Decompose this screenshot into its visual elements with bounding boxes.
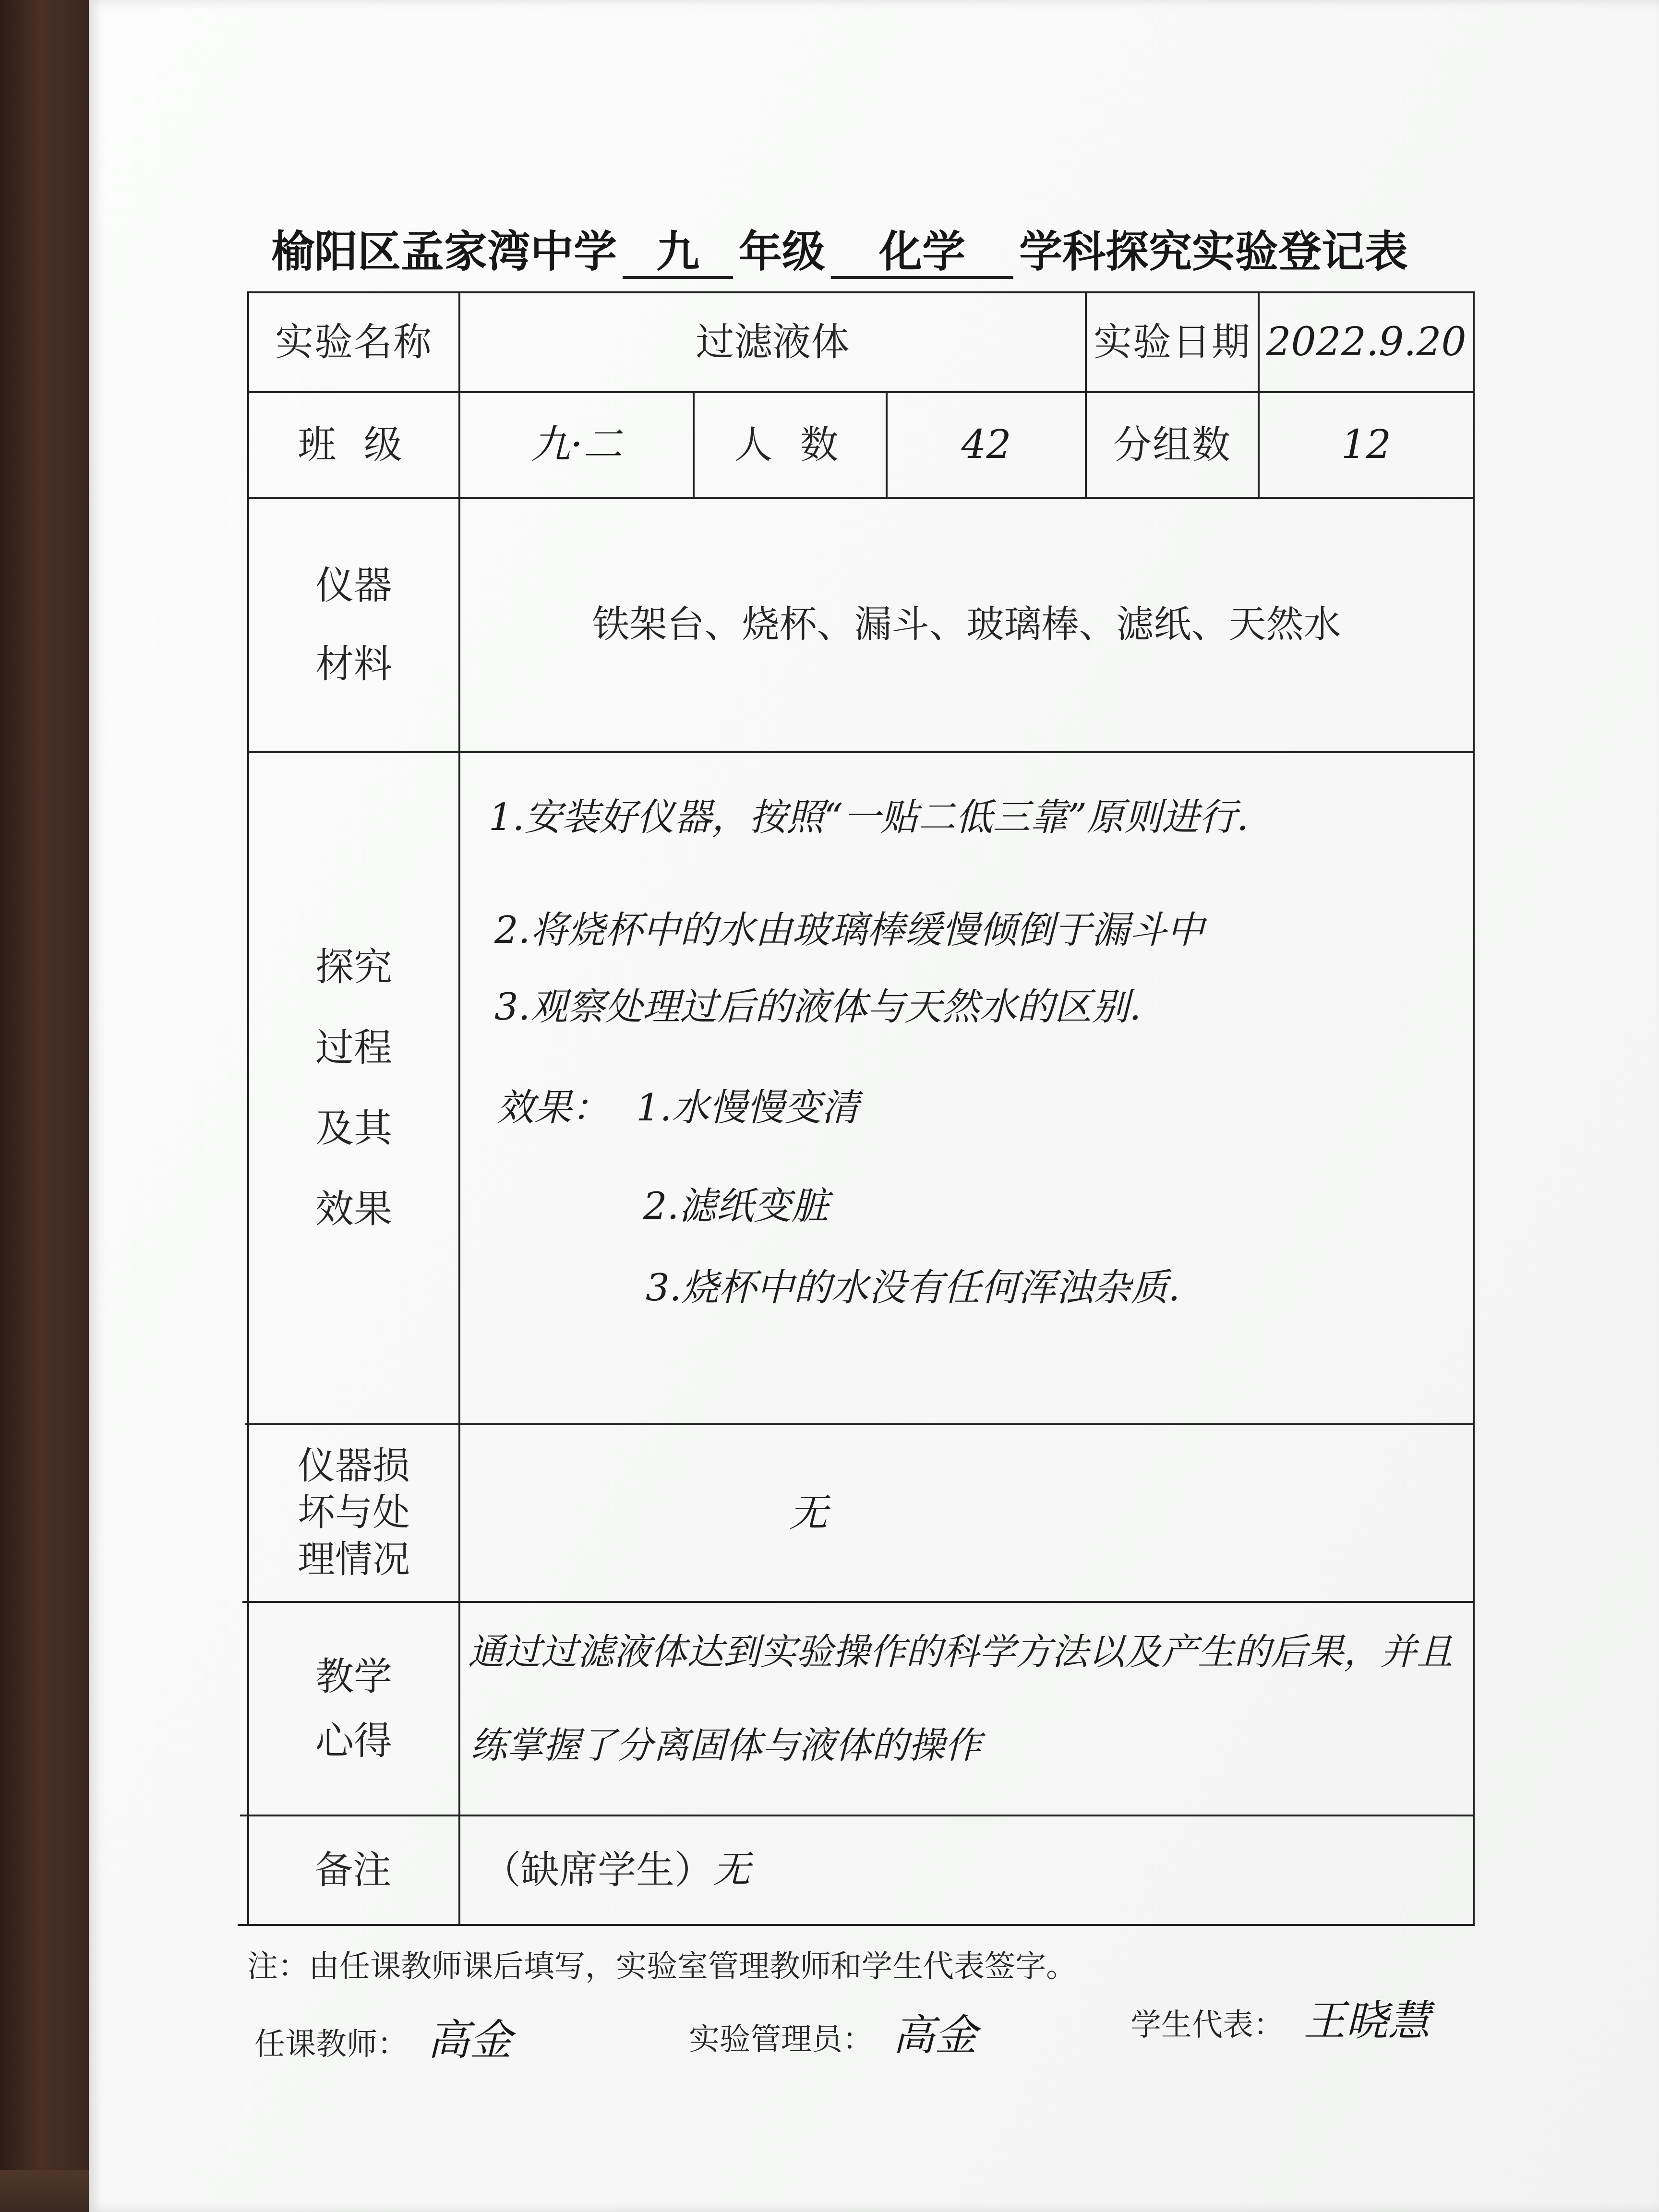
- experiment-date-value: 2022.9.20: [1266, 319, 1467, 365]
- process-label-line-2: 过程: [315, 1025, 392, 1070]
- process-step-3: 3.观察处理过后的液体与天然水的区别.: [494, 986, 1142, 1029]
- admin-signature: 高金: [892, 2010, 977, 2060]
- teaching-line-1: 通过过滤液体达到实验操作的科学方法以及产生的后果，并且: [468, 1630, 1453, 1673]
- process-label-line-4: 效果: [315, 1187, 392, 1231]
- teaching-label-line-1: 教学: [315, 1654, 392, 1699]
- remark-content: [482, 1816, 1473, 1924]
- effects-label: 效果：: [497, 1086, 610, 1130]
- grade-blank: 九: [623, 228, 733, 279]
- equipment-materials-value: 铁架台、烧杯、漏斗、玻璃棒、滤纸、天然水: [592, 603, 1341, 647]
- document-title: [271, 218, 1457, 286]
- table-line-right: [1473, 291, 1475, 1926]
- effect-2: 2.滤纸变脏: [643, 1185, 829, 1228]
- teaching-label: [249, 1603, 458, 1815]
- process-label-line-3: 及其: [315, 1106, 392, 1151]
- process-step-2: 2.将烧杯中的水由玻璃棒缓慢倾倒于漏斗中: [494, 909, 1204, 952]
- teaching-line-2: 练掌握了分离固体与液体的操作: [470, 1724, 981, 1767]
- teacher-label: 任课教师：: [254, 2027, 408, 2062]
- student-signature-block: [1130, 1987, 1430, 2048]
- damage-value: 无: [789, 1491, 828, 1535]
- damage-label-line-1: 仪器损: [297, 1444, 410, 1488]
- remark-label: 备注: [314, 1848, 391, 1892]
- damage-label: [249, 1425, 458, 1601]
- teaching-label-line-2: 心得: [315, 1718, 392, 1763]
- damage-label-line-2: 坏与处: [297, 1491, 410, 1535]
- desk-left-edge: [0, 0, 91, 2212]
- people-value: 42: [961, 421, 1011, 468]
- teacher-signature: 高金: [427, 2015, 512, 2065]
- experiment-name-label: 实验名称: [275, 320, 433, 364]
- remark-prefix: （缺席学生）: [482, 1848, 713, 1892]
- class-label: 班 级: [298, 422, 410, 467]
- footer-note: 注：由任课教师课后填写，实验室管理教师和学生代表签字。: [247, 1949, 1077, 1984]
- table-line-bottom: [238, 1924, 1474, 1926]
- process-label-line-1: 探究: [315, 945, 392, 989]
- groups-value: 12: [1341, 421, 1392, 468]
- process-label: [249, 753, 458, 1423]
- process-step-1: 1.安装好仪器，按照“一贴二低三靠”原则进行.: [489, 796, 1249, 839]
- school-name: 榆阳区孟家湾中学: [271, 227, 617, 277]
- equipment-label: [249, 499, 458, 751]
- equipment-label-line-2: 材料: [315, 642, 392, 686]
- remark-value: 无: [713, 1848, 751, 1892]
- grade-suffix: 年级: [739, 227, 825, 277]
- effect-3: 3.烧杯中的水没有任何浑浊杂质.: [646, 1266, 1180, 1310]
- teacher-signature-block: [254, 2007, 512, 2067]
- title-suffix: 学科探究实验登记表: [1019, 227, 1408, 277]
- class-value: 九·二: [530, 421, 623, 468]
- student-signature: 王晓慧: [1303, 1996, 1431, 2045]
- experiment-date-label: 实验日期: [1094, 320, 1251, 364]
- experiment-name-value: 过滤液体: [696, 320, 850, 364]
- student-label: 学生代表：: [1130, 2008, 1284, 2043]
- effect-1: 1.水慢慢变清: [636, 1086, 859, 1130]
- equipment-label-line-1: 仪器: [315, 563, 392, 608]
- groups-label: 分组数: [1113, 422, 1231, 467]
- admin-label: 实验管理员：: [689, 2022, 873, 2057]
- subject-blank: 化学: [831, 228, 1013, 279]
- damage-label-line-3: 理情况: [297, 1538, 410, 1581]
- admin-signature-block: [689, 2002, 977, 2062]
- people-label: 人 数: [734, 422, 846, 467]
